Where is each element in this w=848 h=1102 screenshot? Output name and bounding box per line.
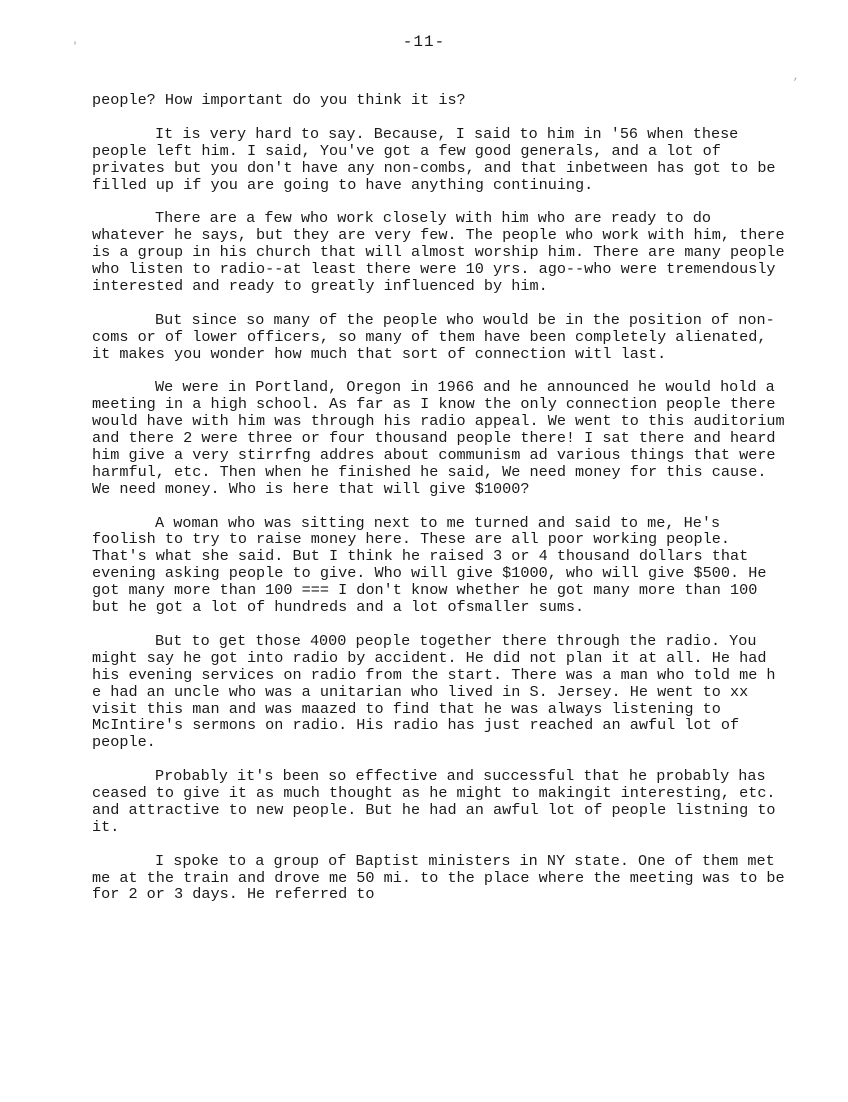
paragraph-continuation: people? How important do you think it is? bbox=[92, 91, 466, 109]
paragraph: But to get those 4000 people together there through the radio. You might say he got into radio by accident. He did not plan it at all. He had his evening services on radio from the start. There was a man who told me h e had an uncle who was a unitarian who lived in S. Jersey. He went to xx visit this man and was maazed to find that he was always listening to McIntire's sermons on radio. His radio has just reached an awful lot of people. bbox=[92, 631, 776, 752]
paragraph: But since so many of the people who would be in the position of non-coms or of lower officers, so many of them have been completely alienated, it makes you wonder how much that sort of connection witl last. bbox=[92, 310, 775, 363]
margin-speck: ' bbox=[72, 42, 79, 53]
paragraph: I spoke to a group of Baptist ministers in NY state. One of them met me at the train and drove me 50 mi. to the place where the meeting was to be for 2 or 3 days. He referred to bbox=[92, 851, 785, 904]
paragraph: There are a few who work closely with him who are ready to do whatever he says, but they are very few. The people who work with him, there is a group in his church that will almost worship him. There are many people who listen to radio--at least there were 10 yrs. ago--who were tremendously interested and ready to greatly influenced by him. bbox=[92, 209, 785, 295]
paragraph: It is very hard to say. Because, I said to him in '56 when these people left him. I said, You've got a few good generals, and a lot of privates but you don't have any non-combs, and that inbetween has got to be filled up if you are going to have anything continuing. bbox=[92, 124, 776, 194]
page-number: -11- bbox=[402, 33, 446, 51]
paragraph: A woman who was sitting next to me turned and said to me, He's foolish to try to raise money here. These are all poor working people. That's what she said. But I think he raised 3 or 4 thousand dollars that evening asking people to give. Who will give $1000, who will give $500. He got many more than 100 === I don't know whether he got many more than 100 but he got a lot of hundreds and a lot ofsmaller sums. bbox=[92, 513, 767, 617]
paragraph: Probably it's been so effective and successful that he probably has ceased to give it as much thought as he might to makingit interesting, etc. and attractive to new people. But he had an awful lot of people listning to it. bbox=[92, 767, 776, 836]
margin-speck: , bbox=[793, 72, 800, 83]
typescript-body bbox=[92, 92, 792, 920]
paragraph: We were in Portland, Oregon in 1966 and he announced he would hold a meeting in a high school. As far as I know the only connection people there would have with him was through his radio appeal. We went to this auditorium and there 2 were three or four thousand people there! I sat there and heard him give a very stirrfng addres about communism ad various things that were harmful, etc. Then when he finished he said, We need money for this cause. We need money. Who is here that will give $1000? bbox=[92, 378, 785, 498]
